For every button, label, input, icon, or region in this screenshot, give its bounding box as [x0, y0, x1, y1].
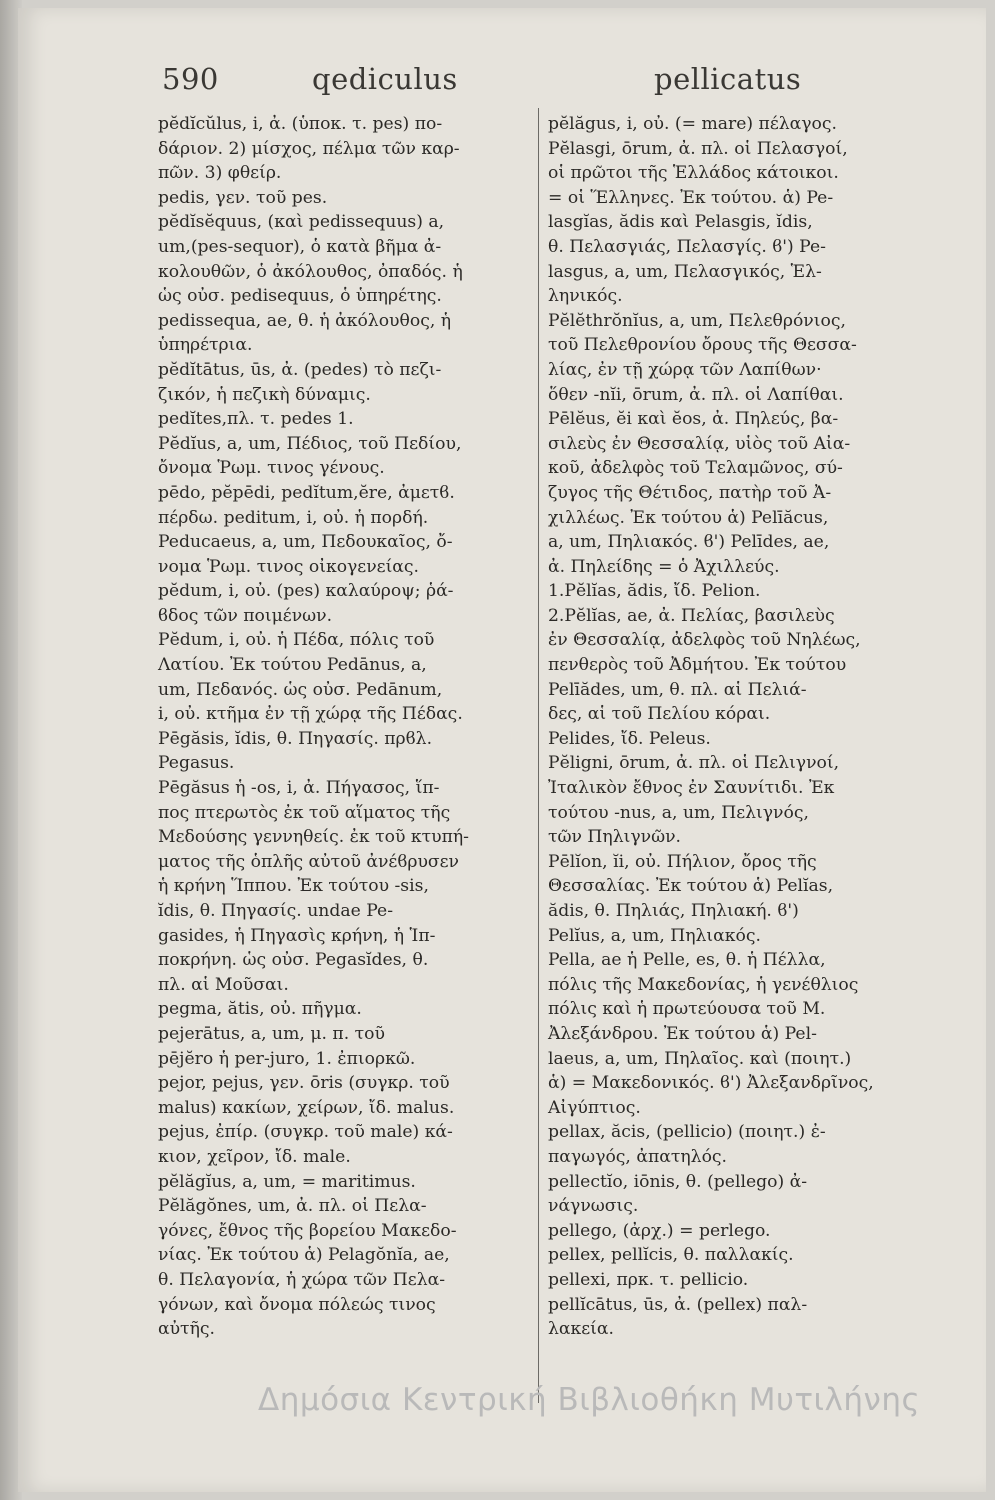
dictionary-line: laeus, a, um, Πηλαῖος. καὶ (ποιητ.)	[548, 1048, 852, 1069]
dictionary-line: θ. Πελασγιάς, Πελασγίς. ϐ') Pe-	[548, 236, 826, 257]
dictionary-line: pedissequa, ae, θ. ἡ ἀκόλουθος, ἡ	[158, 310, 452, 331]
dictionary-line: ἐν Θεσσαλίᾳ, ἀδελφὸς τοῦ Νηλέως,	[548, 630, 861, 651]
dictionary-line: κολουθῶν, ὁ ἀκόλουθος, ὀπαδός. ἡ	[158, 261, 463, 282]
dictionary-line: κιον, χεῖρον, ἴδ. male.	[158, 1146, 351, 1167]
dictionary-line: γόνων, καὶ ὄνομα πόλεώς τινος	[158, 1294, 436, 1315]
dictionary-line: αὐτῆς.	[158, 1319, 215, 1340]
dictionary-line: πος πτερωτὸς ἐκ τοῦ αἵματος τῆς	[158, 802, 451, 823]
dictionary-line: δες, αἱ τοῦ Πελίου κόραι.	[548, 704, 771, 725]
dictionary-line: τῶν Πηλιγνῶν.	[548, 827, 682, 848]
dictionary-line: pĕlăgĭus, a, um, = maritimus.	[158, 1171, 416, 1192]
dictionary-line: = οἱ Ἕλληνες. Ἐκ τούτου. ἁ) Pe-	[548, 187, 834, 208]
dictionary-line: pellego, (ἀρχ.) = perlego.	[548, 1220, 771, 1241]
dictionary-line: Pegasus.	[158, 753, 235, 774]
dictionary-line: σιλεὺς ἐν Θεσσαλίᾳ, υἱὸς τοῦ Αἰα-	[548, 433, 851, 454]
dictionary-line: Μεδούσης γεννηθείς. ἐκ τοῦ κτυπή-	[158, 827, 469, 848]
dictionary-line: gasides, ἡ Πηγασὶς κρήνη, ἡ Ἱπ-	[158, 925, 436, 946]
dictionary-line: Pēlĕus, ĕi καὶ ĕos, ἀ. Πηλεύς, βα-	[548, 409, 839, 430]
dictionary-line: Pĕlĕthrŏnĭus, a, um, Πελεθρόνιος,	[548, 310, 846, 331]
dictionary-line: Pĕdum, i, οὐ. ἡ Πέδα, πόλις τοῦ	[158, 630, 435, 651]
dictionary-line: Pella, ae ἡ Pelle, es, θ. ἡ Πέλλα,	[548, 950, 826, 971]
dictionary-line: πέρδω. peditum, i, οὐ. ἡ πορδή.	[158, 507, 429, 528]
dictionary-line: χιλλέως. Ἐκ τούτου ἁ) Pelīăcus,	[548, 507, 829, 528]
dictionary-line: pellax, ăcis, (pellicio) (ποιητ.) ἐ-	[548, 1122, 826, 1143]
dictionary-line: pellexi, πρκ. τ. pellicio.	[548, 1269, 749, 1290]
dictionary-line: pĕdum, i, οὐ. (pes) καλαύροψ; ῥά-	[158, 581, 454, 602]
dictionary-line: δάριον. 2) μίσχος, πέλμα τῶν καρ-	[158, 138, 460, 159]
dictionary-line: θ. Πελαγονία, ἡ χώρα τῶν Πελα-	[158, 1269, 446, 1290]
dictionary-line: λακεία.	[548, 1319, 614, 1340]
dictionary-line: Pēgăsis, ĭdis, θ. Πηγασίς. πρϐλ.	[158, 728, 433, 749]
dictionary-line: i, οὐ. κτῆμα ἐν τῇ χώρᾳ τῆς Πέδας.	[158, 704, 463, 725]
dictionary-line: ἁ) = Μακεδονικός. ϐ') Ἀλεξανδρῖνος,	[548, 1073, 874, 1094]
dictionary-line: pellectĭo, iōnis, θ. (pellego) ἀ-	[548, 1171, 808, 1192]
dictionary-line: πῶν. 3) φθείρ.	[158, 163, 282, 184]
dictionary-line: pejor, pejus, γεν. ōris (συγκρ. τοῦ	[158, 1073, 450, 1094]
dictionary-line: ădis, θ. Πηλιάς, Πηλιακή. ϐ')	[548, 901, 799, 921]
dictionary-line: Pēlĭon, ĭi, οὐ. Πήλιον, ὄρος τῆς	[548, 851, 817, 872]
dictionary-line: Pelĭus, a, um, Πηλιακός.	[548, 925, 761, 946]
dictionary-line: ἀ. Πηλείδης = ὁ Ἀχιλλεύς.	[548, 556, 780, 577]
dictionary-line: λίας, ἐν τῇ χώρᾳ τῶν Λαπίθων·	[548, 359, 822, 380]
dictionary-line: ὡς οὐσ. pedisequus, ὁ ὑπηρέτης.	[158, 286, 442, 307]
dictionary-line: 2.Pĕlĭas, ae, ἀ. Πελίας, βασιλεὺς	[548, 605, 835, 626]
dictionary-line: νάγνωσις.	[548, 1196, 639, 1217]
dictionary-line: Pelides, ἴδ. Peleus.	[548, 728, 711, 749]
dictionary-line: malus) κακίων, χείρων, ἴδ. malus.	[158, 1097, 455, 1118]
dictionary-line: ὄνομα Ῥωμ. τινος γένους.	[158, 458, 385, 479]
dictionary-line: 1.Pĕlĭas, ădis, ἴδ. Pelion.	[548, 581, 761, 602]
dictionary-line: Peducaeus, a, um, Πεδουκαῖος, ὄ-	[158, 532, 453, 553]
dictionary-line: Λατίου. Ἐκ τούτου Pedānus, a,	[158, 655, 427, 676]
dictionary-line: Ἀλεξάνδρου. Ἐκ τούτου ἁ) Pel-	[548, 1023, 817, 1044]
dictionary-line: πλ. αἱ Μοῦσαι.	[158, 974, 289, 995]
dictionary-line: pĕdĭcŭlus, i, ἀ. (ὑποκ. τ. pes) πο-	[158, 114, 443, 134]
dictionary-line: ὅθεν -nĭi, ōrum, ἀ. πλ. οἱ Λαπίθαι.	[548, 384, 844, 405]
dictionary-line: lasgĭas, ădis καὶ Pelasgis, ĭdis,	[548, 212, 813, 233]
dictionary-line: νομα Ῥωμ. τινος οἰκογενείας.	[158, 556, 420, 577]
left-column	[158, 112, 528, 1342]
dictionary-line: pedĭtes,πλ. τ. pedes 1.	[158, 409, 354, 430]
dictionary-line: pellĭcātus, ūs, ἀ. (pellex) παλ-	[548, 1294, 808, 1315]
dictionary-line: πενθερὸς τοῦ Ἀδμήτου. Ἐκ τούτου	[548, 655, 847, 676]
dictionary-line: ὑπηρέτρια.	[158, 335, 253, 356]
dictionary-line: ποκρήνη. ὡς οὐσ. Pegasĭdes, θ.	[158, 950, 429, 971]
dictionary-line: Pelīădes, um, θ. πλ. αἱ Πελιά-	[548, 679, 807, 700]
dictionary-line: τοῦ Πελεθρονίου ὄρους τῆς Θεσσα-	[548, 335, 857, 356]
dictionary-line: ἡ κρήνη Ἵππου. Ἐκ τούτου -sis,	[158, 876, 429, 897]
dictionary-line: Pĕdĭus, a, um, Πέδιος, τοῦ Πεδίου,	[158, 433, 462, 454]
left-guide-word: qediculus	[312, 62, 458, 96]
dictionary-line: um,(pes-sequor), ὁ κατὰ βῆμα ἀ-	[158, 236, 442, 257]
dictionary-line: ζυγος τῆς Θέτιδος, πατὴρ τοῦ Ἀ-	[548, 482, 832, 503]
dictionary-line: οἱ πρῶτοι τῆς Ἑλλάδος κάτοικοι.	[548, 163, 839, 184]
right-guide-word: pellicatus	[654, 62, 802, 96]
dictionary-line: pējĕro ἡ per-juro, 1. ἐπιορκῶ.	[158, 1048, 416, 1069]
library-watermark: Δημόσια Κεντρική Βιβλιοθήκη Μυτιλήνης	[258, 1382, 921, 1418]
column-divider	[538, 108, 539, 1403]
dictionary-line: πόλις καὶ ἡ πρωτεύουσα τοῦ Μ.	[548, 999, 826, 1020]
dictionary-line: pĕlăgus, i, οὐ. (= mare) πέλαγος.	[548, 114, 837, 134]
dictionary-line: ληνικός.	[548, 286, 623, 307]
dictionary-line: pedis, γεν. τοῦ pes.	[158, 187, 328, 208]
page-header	[0, 56, 995, 106]
dictionary-line: ζικόν, ἡ πεζικὴ δύναμις.	[158, 384, 371, 405]
dictionary-line: Θεσσαλίας. Ἐκ τούτου ἁ) Pelĭas,	[548, 876, 834, 897]
dictionary-line: pĕdĭsĕquus, (καὶ pedissequus) a,	[158, 212, 445, 233]
dictionary-line: pejus, ἐπίρ. (συγκρ. τοῦ male) κά-	[158, 1122, 453, 1143]
dictionary-line: Αἰγύπτιος.	[548, 1097, 641, 1118]
dictionary-line: ματος τῆς ὁπλῆς αὐτοῦ ἀνέϐρυσεν	[158, 851, 459, 872]
dictionary-line: a, um, Πηλιακός. ϐ') Pelīdes, ae,	[548, 532, 830, 553]
dictionary-line: Pĕlăgŏnes, um, ἀ. πλ. οἱ Πελα-	[158, 1196, 427, 1217]
dictionary-line: Ἰταλικὸν ἔθνος ἐν Σαυνίτιδι. Ἐκ	[548, 778, 835, 799]
dictionary-line: νίας. Ἐκ τούτου ἁ) Pelagŏnĭa, ae,	[158, 1245, 450, 1266]
dictionary-line: Pĕlasgi, ōrum, ἀ. πλ. οἱ Πελασγοί,	[548, 138, 848, 159]
right-column	[548, 112, 948, 1342]
dictionary-line: um, Πεδανός. ὡς οὐσ. Pedānum,	[158, 679, 443, 700]
dictionary-line: πόλις τῆς Μακεδονίας, ἡ γενέθλιος	[548, 974, 859, 995]
page-number: 590	[162, 62, 219, 96]
dictionary-line: pēdo, pĕpēdi, pedĭtum,ĕre, ἀμετϐ.	[158, 482, 455, 503]
dictionary-line: παγωγός, ἀπατηλός.	[548, 1146, 728, 1167]
dictionary-line: γόνες, ἔθνος τῆς βορείου Μακεδο-	[158, 1220, 457, 1241]
dictionary-line: pellex, pellĭcis, θ. παλλακίς.	[548, 1245, 794, 1266]
dictionary-line: ϐδος τῶν ποιμένων.	[158, 605, 333, 626]
dictionary-line: Pĕligni, ōrum, ἀ. πλ. οἱ Πελιγνοί,	[548, 753, 840, 774]
dictionary-line: lasgus, a, um, Πελασγικός, Ἑλ-	[548, 261, 822, 282]
dictionary-line: pegma, ătis, οὐ. πῆγμα.	[158, 999, 362, 1020]
dictionary-line: Pēgăsus ἡ -os, i, ἀ. Πήγασος, ἵπ-	[158, 778, 440, 799]
dictionary-line: pejerātus, a, um, μ. π. τοῦ	[158, 1023, 385, 1044]
dictionary-line: τούτου -nus, a, um, Πελιγνός,	[548, 802, 809, 823]
dictionary-line: pĕdĭtātus, ūs, ἀ. (pedes) τὸ πεζι-	[158, 359, 442, 380]
dictionary-line: κοῦ, ἀδελφὸς τοῦ Τελαμῶνος, σύ-	[548, 458, 843, 479]
dictionary-line: ĭdis, θ. Πηγασίς. undae Pe-	[158, 901, 394, 921]
